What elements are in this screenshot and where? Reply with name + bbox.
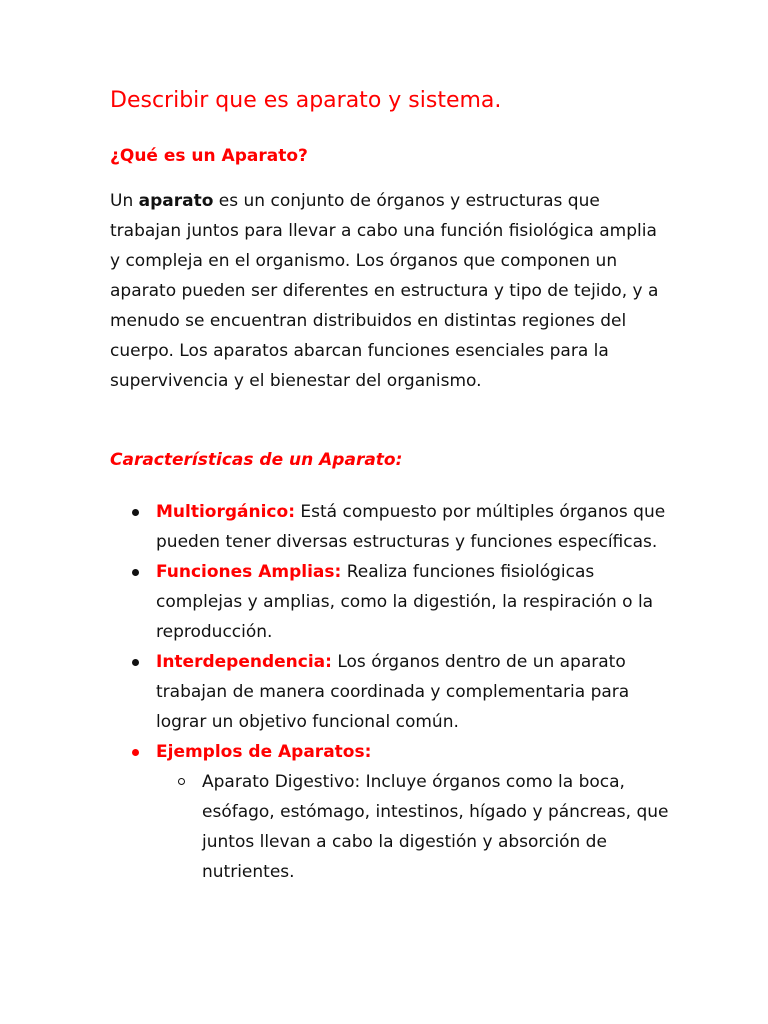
feature-term: Funciones Amplias: [156, 562, 342, 582]
bullet-icon [132, 749, 139, 756]
example-item [156, 767, 670, 887]
list-item [110, 647, 670, 737]
features-heading: Características de un Aparato: [110, 450, 403, 470]
document-title: Describir que es aparato y sistema. [110, 88, 502, 113]
intro-bold-term: aparato [138, 191, 214, 211]
feature-term: Ejemplos de Aparatos: [156, 742, 372, 762]
examples-list [156, 767, 670, 887]
list-item [110, 497, 670, 557]
intro-body: es un conjunto de órganos y estructuras que trabajan juntos para llevar a cabo una función fisiológica amplia y compleja en el organismo. Los órganos que componen un aparato pueden ser diferentes en estructura y tipo de tejido, y a menudo se encuentran distribuidos en distintas regiones del cuerpo. Los aparatos abarcan funciones esenciales para la supervivencia y el bienestar del organismo. [110, 191, 659, 391]
intro-lead: Un [110, 191, 139, 211]
bullet-icon [132, 569, 139, 576]
features-list [110, 497, 670, 887]
feature-text: Realiza funciones fisiológicas complejas y amplias, como la digestión, la respiración o la reproducción. [156, 562, 654, 642]
feature-term: Interdependencia: [156, 652, 332, 672]
bullet-icon [132, 659, 139, 666]
example-text: Aparato Digestivo: Incluye órganos como la boca, esófago, estómago, intestinos, hígado y páncreas, que juntos llevan a cabo la digestión y absorción de nutrientes. [202, 772, 669, 882]
intro-paragraph [110, 186, 670, 396]
question-heading: ¿Qué es un Aparato? [110, 146, 308, 166]
list-item [110, 737, 670, 887]
list-item [110, 557, 670, 647]
feature-text: Los órganos dentro de un aparato trabajan de manera coordinada y complementaria para lograr un objetivo funcional común. [156, 652, 630, 732]
circle-bullet-icon [178, 778, 185, 785]
feature-text: Está compuesto por múltiples órganos que pueden tener diversas estructuras y funciones específicas. [156, 502, 666, 552]
feature-term: Multiorgánico: [156, 502, 295, 522]
bullet-icon [132, 509, 139, 516]
